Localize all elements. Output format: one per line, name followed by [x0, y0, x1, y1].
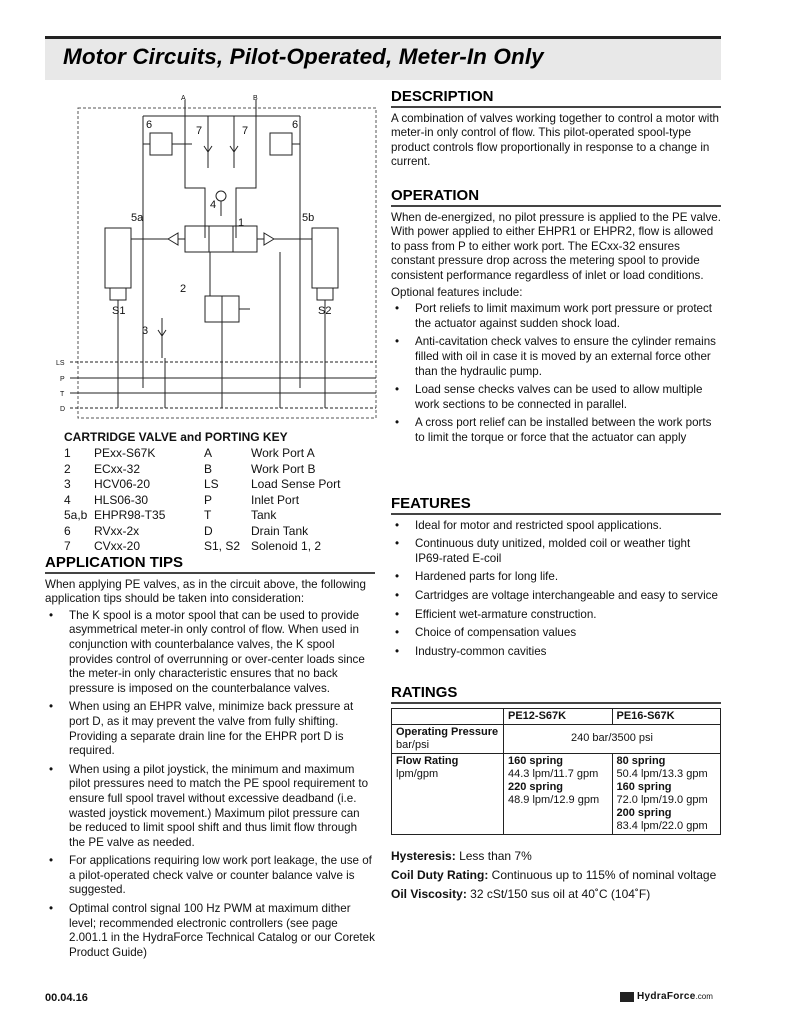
- feature-item: • Cartridges are voltage interchangeable and easy to service: [391, 589, 721, 604]
- key-number: 6: [64, 523, 71, 538]
- pe12-spring: 160 spring: [508, 754, 564, 767]
- label-6-left: 6: [146, 119, 153, 131]
- feature-item: • Continuous duty unitized, molded coil or weather tight IP69-rated E-coil: [391, 537, 721, 566]
- key-code: LS: [204, 477, 219, 491]
- key-code: S1, S2: [204, 539, 241, 553]
- key-title: CARTRIDGE VALVE and PORTING KEY: [64, 430, 288, 444]
- application-tips-list: [45, 609, 375, 961]
- ratings-section: [391, 686, 721, 902]
- optional-features-list: [391, 302, 721, 445]
- optional-feature-item: • Port reliefs to limit maximum work port pressure or protect the actuator against sudden shock load.: [391, 302, 721, 331]
- tip-item: • The K spool is a motor spool that can be used to provide asymmetrical meter-in only control of flow. When used in conjunction with counterbalance valves, the K spool provides control of overrunning or over-center loads since the meter-in only characteristic ensures that no back pressure is imposed on the counterbalance valves.: [45, 609, 375, 697]
- pe12-flow: 48.9 lpm/12.9 gpm: [508, 793, 600, 806]
- line-ls-label: LS: [56, 360, 65, 367]
- label-1: 1: [238, 217, 245, 229]
- hysteresis-spec: [391, 849, 721, 864]
- port-b-label: B: [253, 95, 258, 102]
- line-d-label: D: [60, 406, 66, 413]
- op-pressure-value: 240 bar/3500 psi: [504, 724, 721, 753]
- tip-item: • When using an EHPR valve, minimize back pressure at port D, as it may prevent the valve from fully shifting. Providing a separate drain line for the EHPR port D is required.: [45, 700, 375, 758]
- key-part: HLS06-30: [94, 492, 149, 507]
- key-row: [64, 539, 384, 555]
- key-desc: Work Port B: [251, 461, 316, 476]
- description-heading: DESCRIPTION: [391, 90, 721, 108]
- tip-item: • Optimal control signal 100 Hz PWM at maximum dither level; recommended electronic controllers (see page 2.001.1 in the HydraForce Technical Catalog or our Coretek Product Guide): [45, 902, 375, 960]
- title-bar: [45, 36, 721, 80]
- logo-text: HydraForce: [637, 991, 696, 1002]
- pe16-flow: 50.4 lpm/13.3 gpm: [616, 767, 708, 780]
- label-2: 2: [180, 283, 187, 295]
- application-tips-section: [45, 556, 375, 964]
- key-row: [64, 477, 384, 493]
- key-part: RVxx-2x: [94, 523, 140, 538]
- porting-key: [64, 430, 384, 555]
- features-section: [391, 497, 721, 663]
- key-part: HCV06-20: [94, 477, 151, 491]
- coil-duty-value: Continuous up to 115% of nominal voltage: [491, 867, 717, 882]
- key-code: P: [204, 492, 213, 507]
- key-part: ECxx-32: [94, 461, 141, 476]
- pe16-spring: 200 spring: [616, 806, 672, 819]
- oil-viscosity-label: Oil Viscosity:: [391, 886, 467, 901]
- description-text: A combination of valves working together to control a motor with meter-in only control of flow. This pilot-operated spool-type product controls flow proportionally in response to a change in current.: [391, 111, 720, 169]
- label-s2: S2: [318, 305, 332, 317]
- application-tips-intro: When applying PE valves, as in the circuit above, the following application tips should be taken into consideration:: [45, 577, 366, 606]
- key-part: CVxx-20: [94, 539, 141, 553]
- col-pe12: PE12-S67K: [504, 708, 613, 724]
- hydraforce-logo: [620, 991, 713, 1002]
- flow-rating-label: Flow Rating: [396, 754, 459, 767]
- operation-heading: OPERATION: [391, 189, 721, 207]
- pe16-spring: 160 spring: [616, 780, 672, 793]
- key-code: A: [204, 446, 213, 460]
- pe16-flow: 83.4 lpm/22.0 gpm: [616, 819, 708, 832]
- line-t-label: T: [60, 391, 65, 398]
- key-number: 3: [64, 477, 71, 491]
- coil-duty-spec: [391, 868, 721, 883]
- oil-viscosity-spec: [391, 887, 721, 902]
- optional-feature-item: • Load sense checks valves can be used to allow multiple work sections to be connected in parallel.: [391, 383, 721, 412]
- description-section: [391, 90, 721, 172]
- tip-item: • For applications requiring low work port leakage, the use of a pilot-operated check valve or counter balance valve is suggested.: [45, 854, 375, 898]
- pe16-flow: 72.0 lpm/19.0 gpm: [616, 793, 708, 806]
- key-row: [64, 524, 384, 540]
- pe16-spring: 80 spring: [616, 754, 666, 767]
- key-number: 5a,b: [64, 508, 88, 522]
- key-number: 2: [64, 461, 71, 476]
- port-a-label: A: [181, 95, 186, 102]
- coil-duty-label: Coil Duty Rating:: [391, 867, 489, 882]
- pe12-flow: 44.3 lpm/11.7 gpm: [508, 767, 599, 780]
- key-row: [64, 446, 384, 462]
- key-desc: Solenoid 1, 2: [251, 539, 322, 553]
- flow-rating-unit: lpm/gpm: [396, 767, 439, 780]
- col-pe16: PE16-S67K: [612, 708, 721, 724]
- feature-item: • Hardened parts for long life.: [391, 570, 721, 585]
- label-5a: 5a: [131, 212, 144, 224]
- pe16-flow-cell: [612, 753, 721, 834]
- key-code: T: [204, 508, 212, 522]
- label-4: 4: [210, 199, 217, 211]
- tip-item: • When using a pilot joystick, the minimum and maximum pilot pressures need to match the PE spool requirement to ensure full spool travel without excessive deadband (i.e. wasted joystick movement.) Maximum pilot pressure can be reduced to limit spool shift and thus limit flow through the PE valve as needed.: [45, 763, 375, 851]
- hysteresis-value: Less than 7%: [459, 848, 532, 863]
- key-row: [64, 462, 384, 478]
- logo-icon: [620, 992, 634, 1002]
- pe12-spring: 220 spring: [508, 780, 564, 793]
- line-p-label: P: [60, 376, 65, 383]
- logo-domain: .com: [695, 992, 713, 1001]
- feature-item: • Industry-common cavities: [391, 645, 721, 660]
- ratings-heading: RATINGS: [391, 686, 721, 704]
- key-code: D: [204, 523, 213, 538]
- label-5b: 5b: [302, 212, 315, 224]
- key-row: [64, 493, 384, 509]
- optional-features-intro: Optional features include:: [391, 285, 523, 299]
- key-part: PExx-S67K: [94, 446, 156, 460]
- operation-section: [391, 189, 721, 450]
- pe12-flow-cell: [504, 753, 613, 834]
- key-desc: Drain Tank: [251, 523, 309, 538]
- label-s1: S1: [112, 305, 126, 317]
- features-list: [391, 519, 721, 660]
- label-7-left: 7: [196, 125, 203, 137]
- oil-viscosity-value: 32 cSt/150 sus oil at 40˚C (104˚F): [470, 886, 651, 901]
- feature-item: • Ideal for motor and restricted spool applications.: [391, 519, 721, 534]
- operation-text: When de-energized, no pilot pressure is applied to the PE valve. With power applied to either EHPR1 or EHPR2, flow is allowed to pass from P to either work port. The ECxx-32 ensures constant pressure drop across the metering spool to provide consistent performance regardless of inlet or load conditions.: [391, 210, 721, 282]
- circuit-schematic: [50, 88, 380, 428]
- features-heading: FEATURES: [391, 497, 721, 515]
- key-desc: Load Sense Port: [251, 477, 341, 491]
- optional-feature-item: • Anti-cavitation check valves to ensure the cylinder remains filled with oil in case it is moved by an external force other than the hydraulic pump.: [391, 335, 721, 379]
- key-number: 4: [64, 492, 71, 507]
- key-row: [64, 508, 384, 524]
- page-number: 00.04.16: [45, 992, 88, 1004]
- op-pressure-label: Operating Pressure: [396, 725, 499, 738]
- hysteresis-label: Hysteresis:: [391, 848, 456, 863]
- page-title: Motor Circuits, Pilot-Operated, Meter-In Only: [63, 44, 544, 69]
- feature-item: • Choice of compensation values: [391, 626, 721, 641]
- key-desc: Work Port A: [251, 446, 315, 460]
- op-pressure-unit: bar/psi: [396, 738, 430, 751]
- key-part: EHPR98-T35: [94, 508, 166, 522]
- label-7-right: 7: [242, 125, 249, 137]
- key-desc: Tank: [251, 508, 277, 522]
- label-6-right: 6: [292, 119, 299, 131]
- ratings-table: [391, 708, 721, 835]
- application-tips-heading: APPLICATION TIPS: [45, 556, 375, 574]
- key-number: 7: [64, 539, 71, 553]
- key-code: B: [204, 461, 213, 476]
- key-desc: Inlet Port: [251, 492, 300, 507]
- optional-feature-item: • A cross port relief can be installed between the work ports to limit the torque or force that the actuator can apply: [391, 416, 721, 445]
- feature-item: • Efficient wet-armature construction.: [391, 608, 721, 623]
- key-number: 1: [64, 446, 71, 460]
- label-3: 3: [142, 325, 149, 337]
